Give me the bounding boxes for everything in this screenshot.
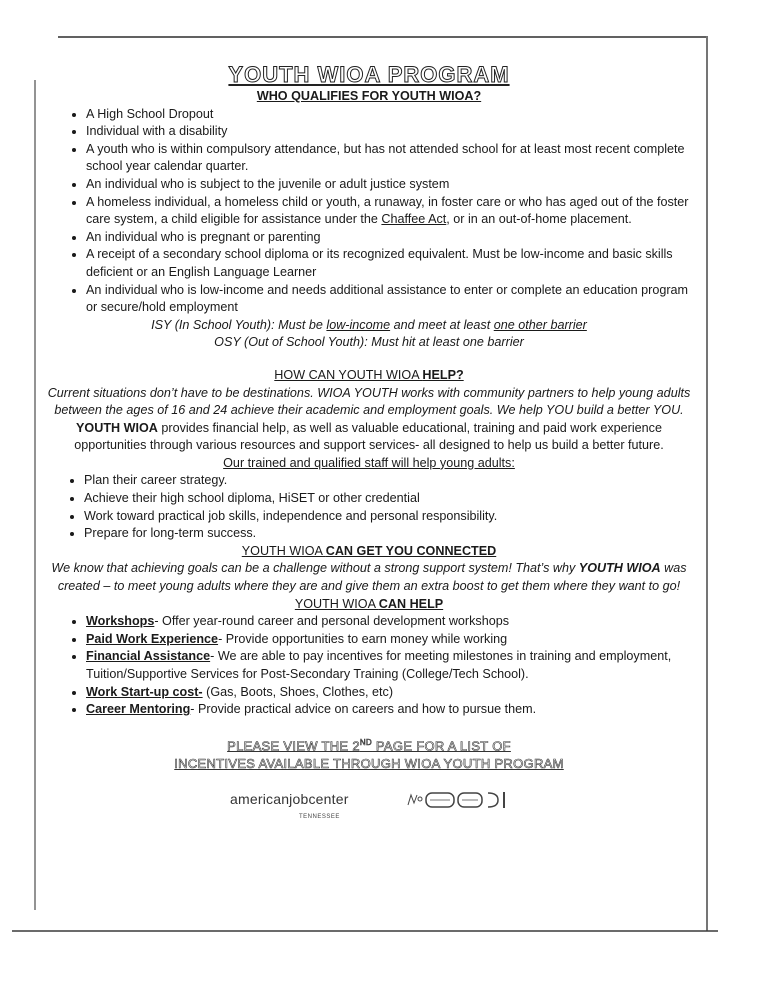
american-job-center-logo: americanjobcenter	[230, 791, 349, 808]
help-description	[44, 420, 694, 455]
can-help-list	[44, 613, 694, 719]
service-desc: - Provide opportunities to earn money while working	[218, 631, 508, 646]
homeless-text: A homeless individual, a homeless child or youth, a runaway, in foster care or who has aged out of the foster care system, a child eligible for assistance under the	[86, 194, 689, 227]
help-list	[44, 472, 694, 542]
logo-row	[44, 785, 694, 825]
help-intro: Current situations don’t have to be destinations. WIOA YOUTH works with community partners to help young adults between the ages of 16 and 24 achieve their academic and employment goals. We help YOU build a better YOU.	[47, 385, 691, 418]
help-desc-text: provides financial help, as well as valuable educational, training and paid work experience opportunities through various resources and support services- all designed to help us build a better future.	[74, 420, 664, 453]
youth-wioa-bold: YOUTH WIOA	[76, 420, 158, 435]
list-item	[86, 194, 694, 229]
footer-line-1-pre: PLEASE VIEW THE 2	[227, 738, 360, 754]
service-term: Career Mentoring	[86, 702, 191, 717]
list-item: • A youth who is within compulsory attendance, but has not attended school for at least most recent complete school year calendar quarter.	[86, 141, 694, 176]
list-item	[86, 648, 694, 683]
list-item: • An individual who is low-income and needs additional assistance to enter or complete an education program or secure/hold employment	[86, 282, 694, 317]
list-item: • Prepare for long-term success.	[84, 525, 694, 543]
list-item	[86, 701, 694, 719]
list-item	[86, 613, 694, 631]
list-item	[86, 684, 694, 702]
staff-note: Our trained and qualified staff will help young adults:	[223, 455, 515, 470]
list-item	[86, 631, 694, 649]
footer-line-2: INCENTIVES AVAILABLE THROUGH WIOA YOUTH PROGRAM	[174, 756, 564, 772]
can-help-heading-bold: CAN HELP	[378, 596, 444, 611]
isy-text: ISY (In School Youth): Must be	[151, 317, 327, 332]
connected-heading	[44, 543, 694, 561]
connected-heading-bold: CAN GET YOU CONNECTED	[325, 543, 497, 558]
service-desc: - We are able to pay incentives for meeting milestones in training and employment, Tuition/Supportive Services for Post-Secondary Training (College/Tech School).	[86, 649, 672, 681]
flyer-page	[44, 62, 694, 825]
connected-heading-pre: YOUTH WIOA	[241, 543, 326, 558]
list-item: • Individual with a disability	[86, 123, 694, 141]
connected-text	[44, 560, 694, 595]
service-desc: (Gas, Boots, Shoes, Clothes, etc)	[202, 684, 394, 699]
footer-line-1-post: PAGE FOR A LIST OF	[372, 738, 511, 754]
isy-note	[44, 317, 694, 335]
connected-text-before: We know that achieving goals can be a challenge without a strong support system! That’s why	[51, 561, 579, 576]
list-item: • Plan their career strategy.	[84, 472, 694, 490]
service-term: Paid Work Experience	[86, 631, 219, 646]
isy-low-income: low-income	[326, 317, 391, 332]
wioa-logo-icon	[404, 787, 514, 815]
scan-edge-bottom	[12, 930, 718, 932]
list-item: • Achieve their high school diploma, HiSET or other credential	[84, 490, 694, 508]
scan-edge-right	[706, 36, 708, 931]
isy-text-middle: and meet at least	[390, 317, 494, 332]
list-item: • An individual who is pregnant or parenting	[86, 229, 694, 247]
page-title: YOUTH WIOA PROGRAM	[228, 62, 510, 87]
can-help-heading	[44, 596, 694, 614]
service-term: Workshops	[86, 614, 155, 629]
homeless-text-end: , or in an out-of-home placement.	[446, 212, 632, 227]
service-desc: - Offer year-round career and personal development workshops	[154, 614, 510, 629]
american-job-center-logo-sub: TENNESSEE	[299, 814, 340, 821]
help-heading	[44, 367, 694, 385]
qualifies-list	[44, 106, 694, 317]
help-heading-bold: HELP?	[422, 367, 464, 382]
connected-text-bold: YOUTH WIOA	[578, 561, 661, 576]
isy-barrier: one other barrier	[493, 317, 587, 332]
footer-line-1	[44, 734, 694, 755]
service-term: Work Start-up cost-	[86, 684, 203, 699]
can-help-heading-pre: YOUTH WIOA	[294, 596, 379, 611]
osy-note: OSY (Out of School Youth): Must hit at least one barrier	[214, 335, 524, 350]
scan-edge-left	[34, 80, 36, 910]
list-item: • A High School Dropout	[86, 106, 694, 124]
service-desc: - Provide practical advice on careers and how to pursue them.	[190, 702, 537, 717]
help-heading-pre: HOW CAN YOUTH WIOA	[274, 367, 423, 382]
list-item: • An individual who is subject to the juvenile or adult justice system	[86, 176, 694, 194]
chaffee-act-link: Chaffee Act	[381, 212, 447, 227]
connected-text-after: was created – to meet young adults where they are and give them an extra boost to get them where they want to go!	[57, 561, 687, 594]
list-item: • Work toward practical job skills, independence and personal responsibility.	[84, 508, 694, 526]
qualifies-heading: WHO QUALIFIES FOR YOUTH WIOA?	[256, 89, 482, 103]
scan-edge-top	[58, 36, 706, 38]
service-term: Financial Assistance	[86, 649, 211, 664]
list-item: • A receipt of a secondary school diploma or its recognized equivalent. Must be low-income and basic skills deficient or an English Language Learner	[86, 246, 694, 281]
footer-line-1-sup: ND	[359, 737, 373, 747]
